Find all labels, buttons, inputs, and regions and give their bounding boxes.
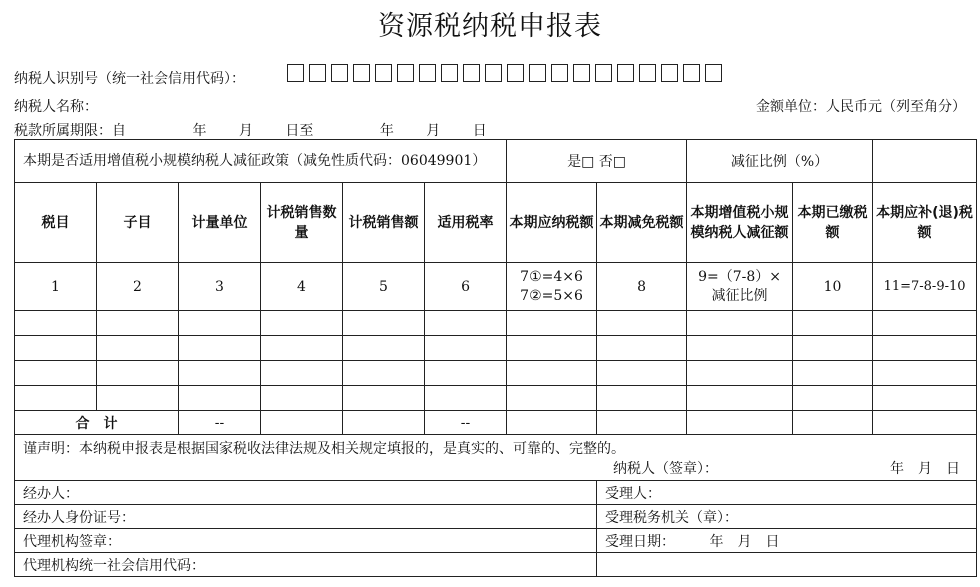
signature-label: 纳税人（签章）： [613,461,718,477]
signature-date: 年 月 日 [890,461,961,477]
receiver-label[interactable]: 受理人： [597,481,977,505]
id-digit-box[interactable] [507,64,524,82]
tax-period [14,120,487,140]
policy-question: 本期是否适用增值税小规模纳税人减征政策（减免性质代码：06049901） [15,140,507,183]
receiving-office-label[interactable]: 受理税务机关（章）： [597,505,977,529]
agency-seal-label[interactable]: 代理机构签章： [15,529,597,553]
id-digit-box[interactable] [617,64,634,82]
receive-date-cell[interactable] [597,529,977,553]
id-digit-box[interactable] [705,64,722,82]
index-cell: 2 [97,263,179,311]
index-cell: 8 [597,263,687,311]
period-month-1: 月 [238,123,253,139]
policy-yes-no[interactable]: 是□ 否□ [507,140,687,183]
id-digit-box[interactable] [353,64,370,82]
id-digit-box[interactable] [375,64,392,82]
index-row [15,263,977,311]
id-digit-box[interactable] [639,64,656,82]
period-year-1: 年 [192,123,207,139]
amount-unit: 金额单位：人民币元（列至角分） [756,99,966,115]
taxpayer-id-label: 纳税人识别号（统一社会信用代码）： [14,71,245,87]
id-digit-box[interactable] [463,64,480,82]
header-cell: 本期减免税额 [597,183,687,263]
header-cell: 税目 [15,183,97,263]
id-digit-box[interactable] [331,64,348,82]
reduction-ratio-value[interactable] [873,140,977,183]
header-cell: 计量单位 [179,183,261,263]
index-cell: 4 [261,263,343,311]
footer-row [15,481,977,505]
index-cell: 5 [343,263,425,311]
taxpayer-name-label: 纳税人名称： [14,99,98,115]
id-digit-box[interactable] [419,64,436,82]
total-unit-dash: -- [179,411,261,435]
id-digit-box[interactable] [287,64,304,82]
agent-id-label[interactable]: 经办人身份证号： [15,505,597,529]
index-cell: 3 [179,263,261,311]
index-cell: 1 [15,263,97,311]
receive-date-label: 受理日期： [605,533,676,550]
index-cell: 11=7-8-9-10 [873,263,977,311]
period-day-2: 日 [472,123,487,139]
header-cell: 本期应补(退)税额 [873,183,977,263]
header-cell: 适用税率 [425,183,507,263]
period-label: 税款所属期限：自 [14,123,126,139]
receive-date: 年 月 日 [709,533,780,550]
footer-row [15,529,977,553]
taxpayer-id-boxes[interactable] [287,64,727,82]
header-cell: 计税销售额 [343,183,425,263]
period-year-2: 年 [379,123,394,139]
id-digit-box[interactable] [397,64,414,82]
declaration-text: 谨声明：本纳税申报表是根据国家税收法律法规及相关规定填报的，是真实的、可靠的、完整的。 [23,441,625,457]
index-cell: 7①=4×6 7②=5×6 [507,263,597,311]
header-cell: 本期应纳税额 [507,183,597,263]
id-digit-box[interactable] [573,64,590,82]
reduction-ratio-label: 减征比例（%） [687,140,873,183]
id-digit-box[interactable] [595,64,612,82]
total-exempt[interactable] [597,411,687,435]
header-cell: 本期增值税小规模纳税人减征额 [687,183,793,263]
id-digit-box[interactable] [309,64,326,82]
data-row[interactable] [15,361,977,386]
index-cell: 6 [425,263,507,311]
header-cell: 本期已缴税额 [793,183,873,263]
total-reduction[interactable] [687,411,793,435]
total-paid[interactable] [793,411,873,435]
id-digit-box[interactable] [551,64,568,82]
id-digit-box[interactable] [661,64,678,82]
header-cell: 子目 [97,183,179,263]
total-sales[interactable] [343,411,425,435]
total-payable[interactable] [507,411,597,435]
total-row [15,411,977,435]
total-rate-dash: -- [425,411,507,435]
id-digit-box[interactable] [529,64,546,82]
period-day-1: 日至 [285,123,314,139]
footer-row [15,553,977,577]
footer-row [15,505,977,529]
declaration-row [15,435,977,481]
data-row[interactable] [15,386,977,411]
period-month-2: 月 [426,123,441,139]
agent-label[interactable]: 经办人： [15,481,597,505]
total-quantity[interactable] [261,411,343,435]
tax-form-table [14,139,977,577]
index-cell: 9=（7-8）× 减征比例 [687,263,793,311]
declaration-cell [15,435,977,481]
total-due[interactable] [873,411,977,435]
form-title: 资源税纳税申报表 [378,11,602,42]
header-cell: 计税销售数量 [261,183,343,263]
total-label: 合 计 [15,411,179,435]
agency-code-label[interactable]: 代理机构统一社会信用代码： [15,553,597,577]
id-digit-box[interactable] [485,64,502,82]
id-digit-box[interactable] [441,64,458,82]
data-row[interactable] [15,336,977,361]
agency-code-right-cell[interactable] [597,553,977,577]
policy-row [15,140,977,183]
data-row[interactable] [15,311,977,336]
header-row [15,183,977,263]
index-cell: 10 [793,263,873,311]
id-digit-box[interactable] [683,64,700,82]
